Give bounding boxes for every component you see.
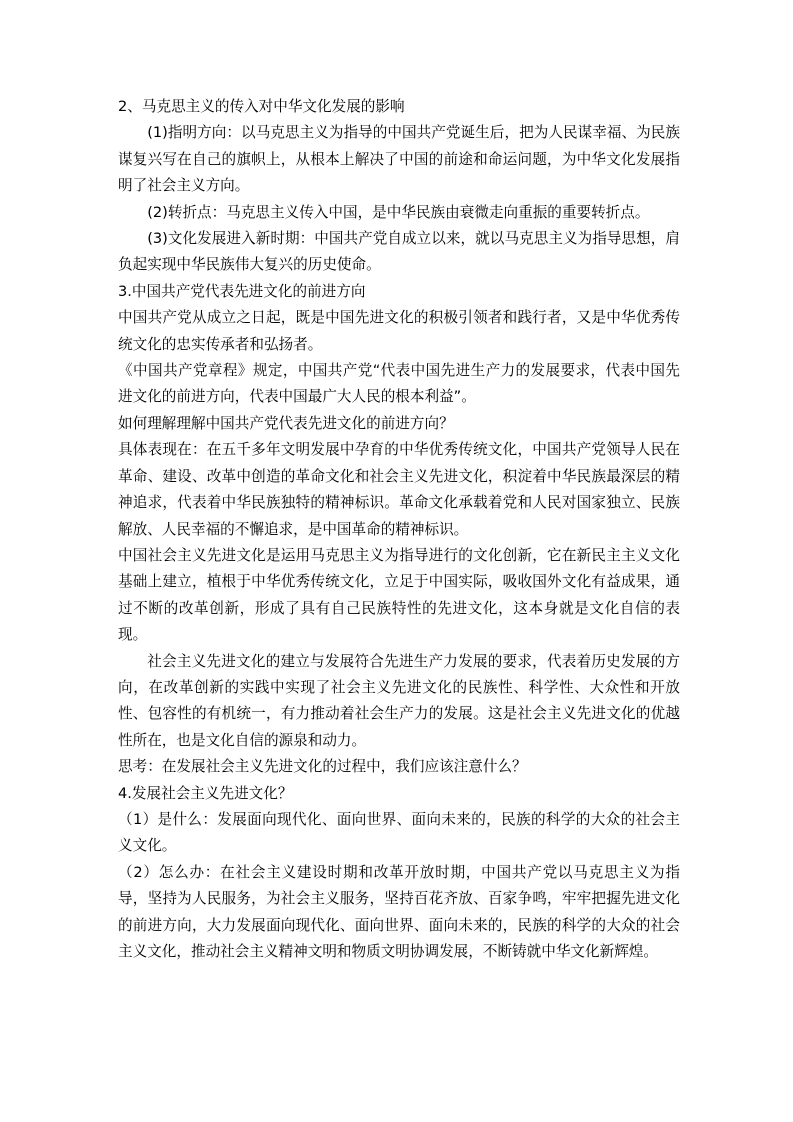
paragraph-what-is: （1）是什么：发展面向现代化、面向世界、面向未来的，民族的科学的大众的社会主义文化。 (118, 810, 680, 855)
paragraph-party-constitution: 《中国共产党章程》规定，中国共产党“代表中国先进生产力的发展要求，代表中国先进文化的前进方向，代表中国最广大人民的根本利益”。 (118, 362, 680, 406)
question-think: 思考：在发展社会主义先进文化的过程中，我们应该注意什么？ (118, 758, 527, 776)
paragraph-new-period: (3)文化发展进入新时期：中国共产党自成立以来，就以马克思主义为指导思想，肩负起实现中华民族伟大复兴的历史使命。 (118, 230, 680, 274)
section-heading-2: 2、马克思主义的传入对中华文化发展的影响 (118, 98, 405, 115)
paragraph-specific-manifestation: 具体表现在：在五千多年文明发展中孕育的中华优秀传统文化，中国共产党领导人民在革命、建设、改革中创造的革命文化和社会主义先进文化，积淀着中华民族最深层的精神追求，代表着中华民族独特的精神标识。革命文化承载着党和人民对国家独立、民族解放、人民幸福的不懈追求，是中国革命的精神标识。 (118, 441, 680, 538)
paragraph-how-to: （2）怎么办：在社会主义建设时期和改革开放时期，中国共产党以马克思主义为指导，坚持为人民服务，为社会主义服务，坚持百花齐放、百家争鸣，牢牢把握先进文化的前进方向，大力发展面向现代化、面向世界、面向未来的，民族的科学的大众的社会主义文化，推动社会主义精神文明和物质文明协调发展，不断铸就中华文化新辉煌。 (118, 863, 680, 960)
paragraph-party-role: 中国共产党从成立之日起，既是中国先进文化的积极引领者和践行者，又是中华优秀传统文化的忠实传承者和弘扬者。 (118, 309, 680, 353)
paragraph-turning-point: (2)转折点：马克思主义传入中国，是中华民族由衰微走向重振的重要转折点。 (147, 203, 650, 221)
paragraph-socialist-culture: 中国社会主义先进文化是运用马克思主义为指导进行的文化创新，它在新民主主义文化基础上建立，植根于中华优秀传统文化，立足于中国实际，吸收国外文化有益成果，通过不断的改革创新，形成了具有自己民族特性的先进文化，这本身就是文化自信的表现。 (118, 546, 680, 644)
question-understanding: 如何理解理解中国共产党代表先进文化的前进方向？ (118, 414, 454, 432)
section-heading-4: 4.发展社会主义先进文化？ (118, 784, 293, 802)
section-heading-3: 3.中国共产党代表先进文化的前进方向 (118, 282, 366, 300)
paragraph-advanced-culture: 社会主义先进文化的建立与发展符合先进生产力发展的要求，代表着历史发展的方向，在改革创新的实践中实现了社会主义先进文化的民族性、科学性、大众性和开放性、包容性的有机统一，有力推动着社会生产力的发展。这是社会主义先进文化的优越性所在，也是文化自信的源泉和动力。 (118, 652, 680, 749)
paragraph-direction: (1)指明方向：以马克思主义为指导的中国共产党诞生后，把为人民谋幸福、为民族谋复兴写在自己的旗帜上，从根本上解决了中国的前途和命运问题，为中华文化发展指明了社会主义方向。 (118, 124, 680, 195)
document-body (118, 94, 680, 965)
